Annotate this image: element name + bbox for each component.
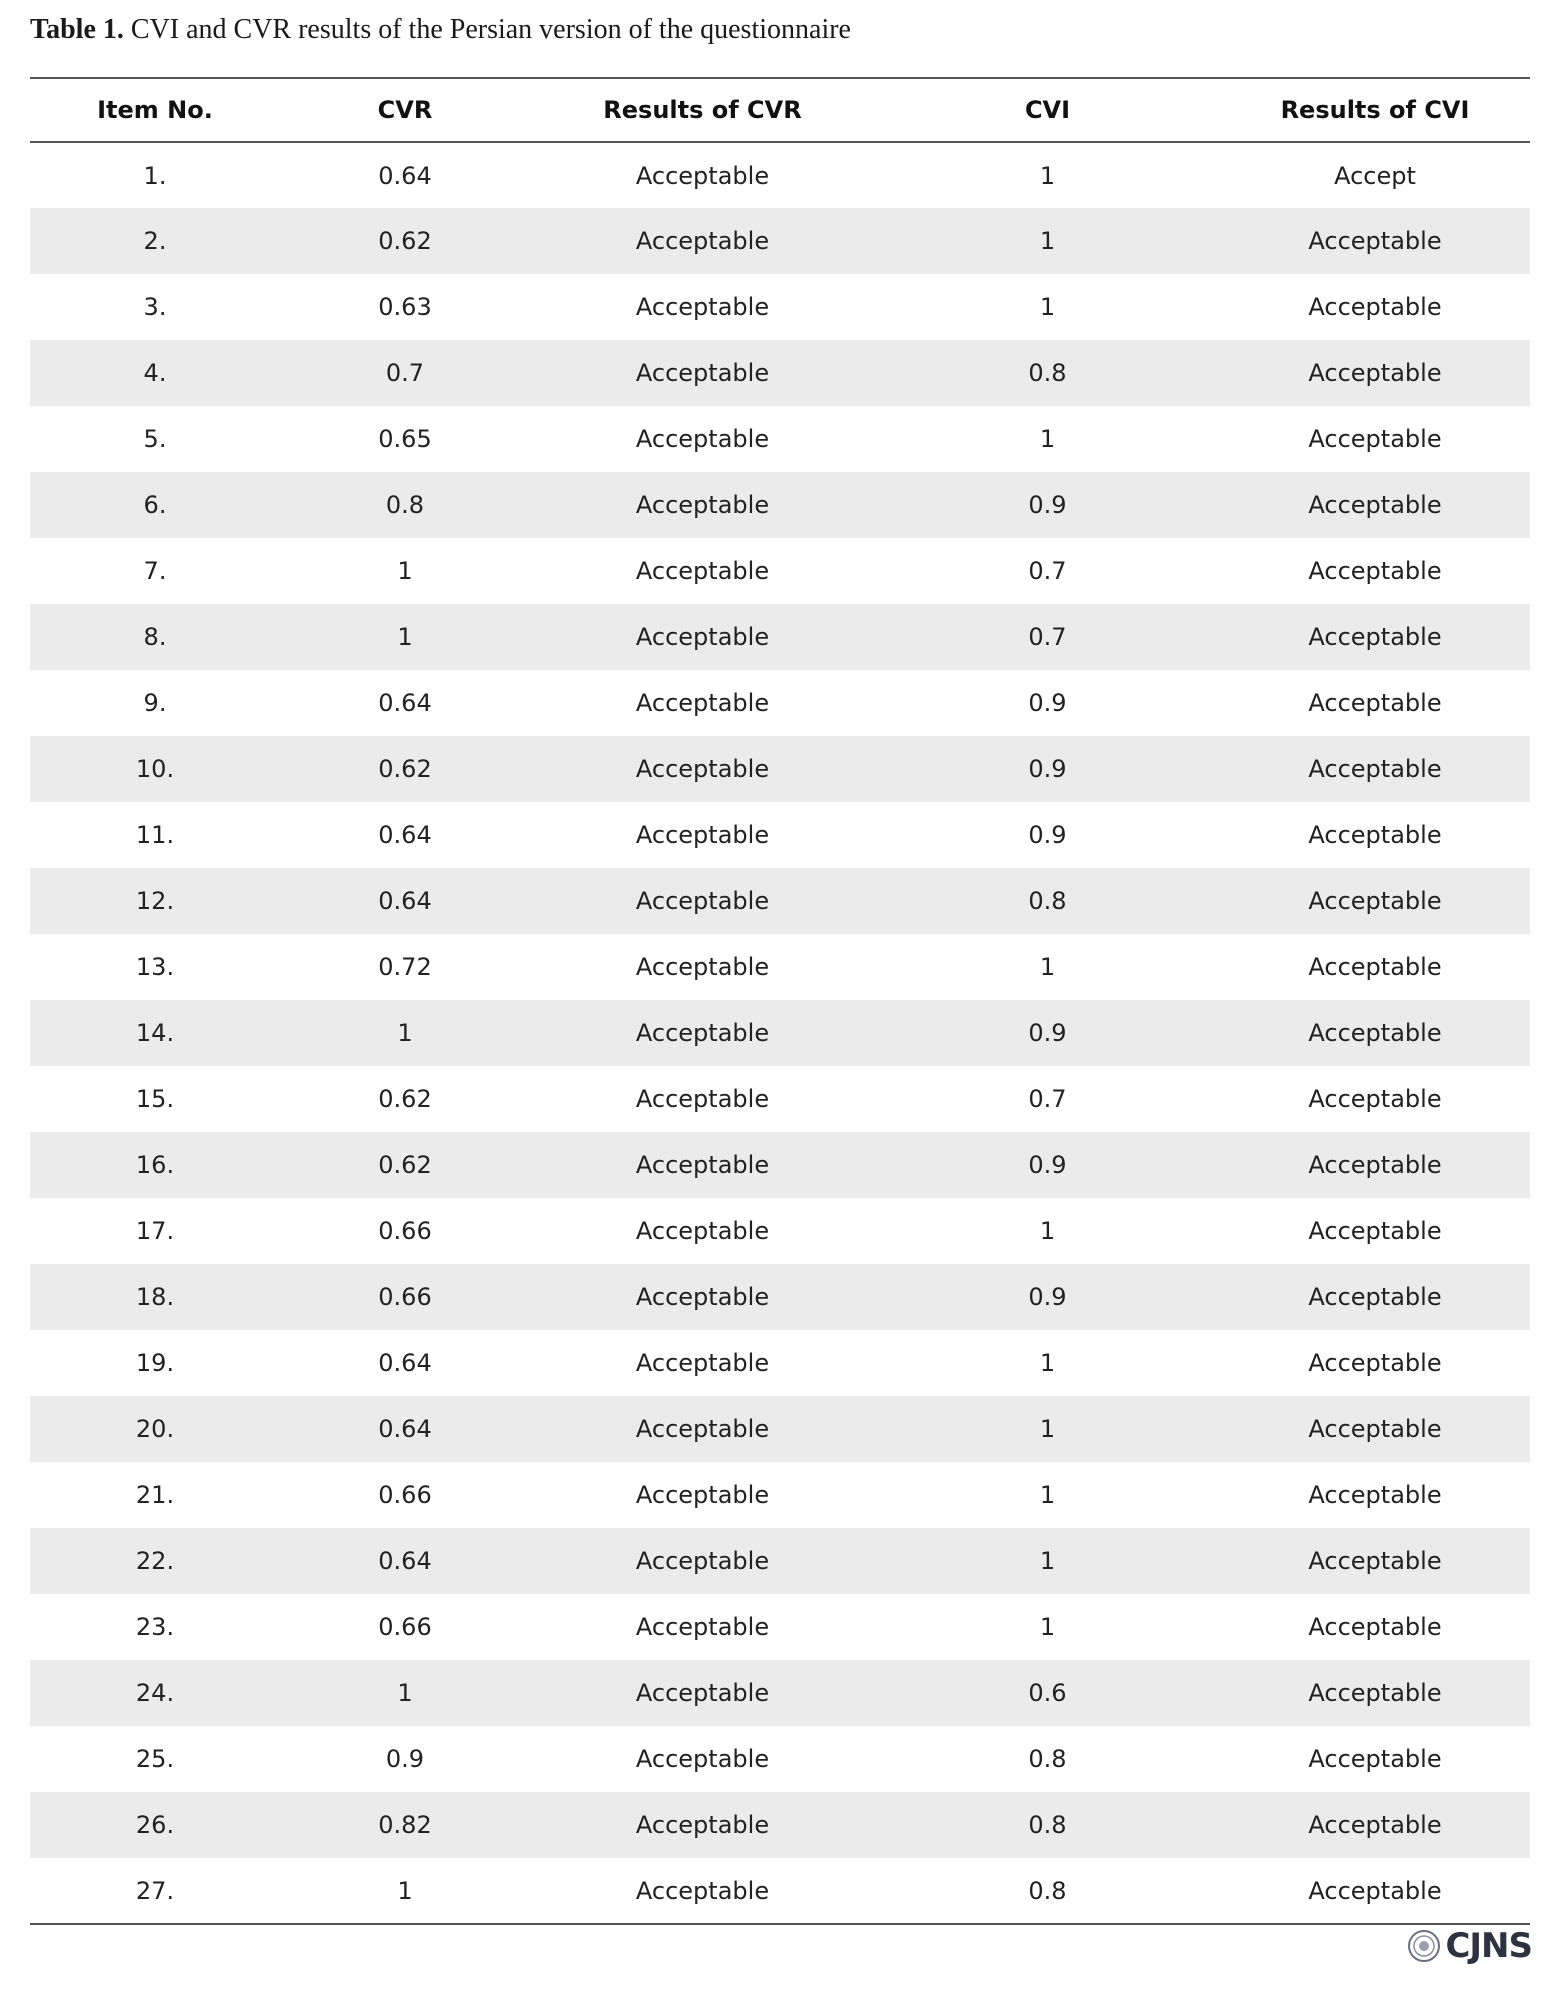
cell-cvi: 1 [1039, 1613, 1056, 1641]
cell-cvi: 1 [1039, 425, 1056, 453]
cell-results-of-cvr: Acceptable [530, 1792, 875, 1858]
cell-results-of-cvr: Acceptable [635, 1085, 770, 1113]
cell-results-of-cvi: Acceptable [1220, 208, 1530, 274]
table-row [30, 934, 1530, 1000]
journal-logo [1407, 1926, 1532, 1966]
journal-seal-icon [1407, 1929, 1441, 1963]
cell-cvi: 1 [875, 1528, 1220, 1594]
cell-results-of-cvr: Acceptable [635, 1481, 770, 1509]
cell-cvi: 0.8 [875, 1858, 1220, 1924]
table-row [30, 538, 1530, 604]
cell-results-of-cvi: Acceptable [1220, 472, 1530, 538]
cell-results-of-cvr: Acceptable [530, 736, 875, 802]
cell-results-of-cvr: Acceptable [530, 208, 875, 274]
table-row [30, 1858, 1530, 1924]
cell-results-of-cvr: Acceptable [635, 425, 770, 453]
cell-results-of-cvi: Acceptable [1308, 293, 1442, 321]
cell-cvr: 0.66 [378, 1481, 432, 1509]
cell-cvi: 0.9 [875, 1264, 1220, 1330]
cell-results-of-cvr: Acceptable [530, 868, 875, 934]
cell-item-no: 26. [30, 1792, 280, 1858]
table-row [30, 1594, 1530, 1660]
cell-results-of-cvr: Acceptable [635, 293, 770, 321]
cell-results-of-cvr: Acceptable [530, 1000, 875, 1066]
cell-results-of-cvi: Acceptable [1308, 821, 1442, 849]
cell-cvr: 1 [280, 1858, 530, 1924]
table-row [30, 1066, 1530, 1132]
cell-item-no: 18. [30, 1264, 280, 1330]
cell-results-of-cvi: Acceptable [1220, 1792, 1530, 1858]
cell-cvi: 0.9 [875, 472, 1220, 538]
cell-results-of-cvi: Acceptable [1220, 1660, 1530, 1726]
cell-results-of-cvr: Acceptable [530, 1660, 875, 1726]
cell-results-of-cvi: Acceptable [1308, 1217, 1442, 1245]
cell-cvr: 0.62 [378, 1085, 432, 1113]
cell-cvr: 0.66 [280, 1264, 530, 1330]
cell-results-of-cvi: Acceptable [1308, 1745, 1442, 1773]
journal-logo-text: CJNS [1445, 1926, 1532, 1966]
cell-results-of-cvr: Acceptable [530, 1528, 875, 1594]
cell-cvr: 0.62 [280, 208, 530, 274]
cell-item-no: 15. [135, 1085, 175, 1113]
cell-cvr: 0.8 [280, 472, 530, 538]
table-row [30, 1198, 1530, 1264]
cell-cvi: 1 [1039, 1217, 1056, 1245]
cell-cvi: 0.9 [875, 1000, 1220, 1066]
cell-cvr: 0.64 [378, 1349, 432, 1377]
cell-cvr: 0.72 [378, 953, 432, 981]
cell-item-no: 20. [30, 1396, 280, 1462]
cell-cvr: 0.63 [378, 293, 432, 321]
cell-cvr: 1 [280, 1000, 530, 1066]
cell-results-of-cvi: Acceptable [1220, 1858, 1530, 1924]
cell-cvi: 1 [875, 1396, 1220, 1462]
cell-item-no: 14. [30, 1000, 280, 1066]
cell-cvi: 0.9 [875, 736, 1220, 802]
cell-item-no: 24. [30, 1660, 280, 1726]
cell-cvr: 0.62 [280, 736, 530, 802]
cell-results-of-cvr: Acceptable [635, 1613, 770, 1641]
cell-results-of-cvi: Acceptable [1308, 953, 1442, 981]
cell-results-of-cvi: Acceptable [1220, 1132, 1530, 1198]
cell-cvr: 0.64 [280, 1396, 530, 1462]
cell-results-of-cvr: Acceptable [635, 1217, 770, 1245]
table-caption-label: Table 1. [30, 14, 124, 45]
cell-results-of-cvi: Acceptable [1308, 1085, 1442, 1113]
cell-cvi: 0.7 [875, 604, 1220, 670]
table-caption-text: CVI and CVR results of the Persian version of the questionnaire [130, 14, 851, 45]
cell-results-of-cvr: Acceptable [635, 1745, 770, 1773]
cell-cvr: 0.64 [378, 821, 432, 849]
cell-item-no: 9. [143, 689, 167, 717]
cell-cvr: 0.64 [280, 1528, 530, 1594]
header-cvr: CVR [280, 78, 530, 142]
cell-results-of-cvr: Acceptable [530, 340, 875, 406]
table-row [30, 1726, 1530, 1792]
cell-cvr: 1 [397, 557, 413, 585]
cell-results-of-cvi: Acceptable [1308, 1613, 1442, 1641]
table-row [30, 1132, 1530, 1198]
header-results-of-cvr: Results of CVR [530, 78, 875, 142]
table-row [30, 340, 1530, 406]
cell-cvi: 0.8 [1028, 1745, 1067, 1773]
cell-cvr: 0.65 [378, 425, 432, 453]
cell-results-of-cvi: Acceptable [1308, 1481, 1442, 1509]
cell-cvr: 1 [280, 604, 530, 670]
table-row [30, 1330, 1530, 1396]
table-row [30, 736, 1530, 802]
cell-item-no: 5. [143, 425, 167, 453]
table-row [30, 604, 1530, 670]
header-results-of-cvi: Results of CVI [1220, 78, 1530, 142]
cell-cvi: 0.9 [875, 1132, 1220, 1198]
cell-cvi: 1 [1039, 1481, 1056, 1509]
cell-cvr: 0.64 [280, 868, 530, 934]
table-row [30, 208, 1530, 274]
cell-results-of-cvr: Acceptable [530, 1858, 875, 1924]
cell-item-no: 16. [30, 1132, 280, 1198]
cell-item-no: 8. [30, 604, 280, 670]
cell-item-no: 11. [135, 821, 175, 849]
cell-item-no: 22. [30, 1528, 280, 1594]
table-row [30, 406, 1530, 472]
cell-cvi: 1 [1039, 1349, 1056, 1377]
cell-results-of-cvi: Accept [1334, 161, 1416, 190]
table-row [30, 142, 1530, 208]
cell-cvr: 0.66 [378, 1217, 432, 1245]
cell-item-no: 17. [135, 1217, 175, 1245]
cell-results-of-cvi: Acceptable [1220, 1000, 1530, 1066]
cell-results-of-cvi: Acceptable [1220, 340, 1530, 406]
cell-cvr: 0.64 [378, 161, 432, 190]
cell-results-of-cvi: Acceptable [1220, 868, 1530, 934]
table-row [30, 472, 1530, 538]
cell-results-of-cvr: Acceptable [635, 1349, 770, 1377]
cell-results-of-cvi: Acceptable [1308, 1349, 1442, 1377]
cell-cvr: 0.64 [378, 689, 432, 717]
cell-cvi: 1 [1039, 953, 1056, 981]
cell-item-no: 3. [143, 293, 167, 321]
cell-item-no: 21. [135, 1481, 175, 1509]
cell-cvi: 0.8 [875, 868, 1220, 934]
cell-item-no: 25. [135, 1745, 175, 1773]
cell-results-of-cvi: Acceptable [1220, 604, 1530, 670]
cell-cvi: 0.8 [875, 1792, 1220, 1858]
cell-cvi: 0.7 [1028, 557, 1067, 585]
cell-item-no: 7. [143, 557, 167, 585]
cell-cvi: 1 [1039, 293, 1056, 321]
cell-cvi: 0.8 [875, 340, 1220, 406]
cell-results-of-cvr: Acceptable [635, 161, 770, 190]
cell-cvi: 0.9 [1028, 689, 1067, 717]
cell-item-no: 6. [30, 472, 280, 538]
cell-cvi: 0.6 [875, 1660, 1220, 1726]
cell-results-of-cvr: Acceptable [530, 1264, 875, 1330]
cell-cvi: 0.9 [1028, 821, 1067, 849]
cell-results-of-cvr: Acceptable [530, 1396, 875, 1462]
cell-results-of-cvr: Acceptable [635, 953, 770, 981]
cell-cvr: 0.82 [280, 1792, 530, 1858]
table-row [30, 274, 1530, 340]
cell-item-no: 12. [30, 868, 280, 934]
cell-item-no: 10. [30, 736, 280, 802]
cell-results-of-cvi: Acceptable [1220, 1264, 1530, 1330]
table-row [30, 1792, 1530, 1858]
cell-cvr: 0.7 [280, 340, 530, 406]
table-row [30, 1396, 1530, 1462]
cvi-cvr-results-table [30, 77, 1530, 1925]
table-row [30, 868, 1530, 934]
table-caption [30, 14, 851, 46]
cell-cvr: 0.62 [280, 1132, 530, 1198]
cell-cvr: 0.9 [385, 1745, 425, 1773]
cell-cvi: 1 [1039, 161, 1056, 190]
cell-cvr: 0.66 [378, 1613, 432, 1641]
header-cvi: CVI [875, 78, 1220, 142]
table-header-row [30, 78, 1530, 142]
cell-results-of-cvi: Acceptable [1220, 736, 1530, 802]
cell-item-no: 4. [30, 340, 280, 406]
cell-item-no: 19. [135, 1349, 175, 1377]
table-body [30, 142, 1530, 1924]
results-table-container [30, 77, 1530, 1925]
cell-results-of-cvr: Acceptable [635, 821, 770, 849]
cell-item-no: 2. [30, 208, 280, 274]
cell-results-of-cvi: Acceptable [1220, 1396, 1530, 1462]
cell-cvr: 1 [280, 1660, 530, 1726]
table-row [30, 1000, 1530, 1066]
header-item-no: Item No. [30, 78, 280, 142]
table-row [30, 1462, 1530, 1528]
cell-item-no: 23. [135, 1613, 175, 1641]
cell-results-of-cvr: Acceptable [530, 472, 875, 538]
table-row [30, 1660, 1530, 1726]
cell-item-no: 13. [135, 953, 175, 981]
table-row [30, 802, 1530, 868]
table-row [30, 1264, 1530, 1330]
table-row [30, 1528, 1530, 1594]
cell-cvi: 0.7 [1028, 1085, 1067, 1113]
cell-results-of-cvi: Acceptable [1220, 1528, 1530, 1594]
cell-results-of-cvr: Acceptable [635, 689, 770, 717]
cell-results-of-cvr: Acceptable [635, 557, 770, 585]
cell-results-of-cvi: Acceptable [1308, 557, 1442, 585]
cell-item-no: 1. [143, 161, 167, 190]
table-row [30, 670, 1530, 736]
cell-cvi: 1 [875, 208, 1220, 274]
cell-item-no: 27. [30, 1858, 280, 1924]
cell-results-of-cvr: Acceptable [530, 1132, 875, 1198]
cell-results-of-cvi: Acceptable [1308, 689, 1442, 717]
cell-results-of-cvi: Acceptable [1308, 425, 1442, 453]
cell-results-of-cvr: Acceptable [530, 604, 875, 670]
